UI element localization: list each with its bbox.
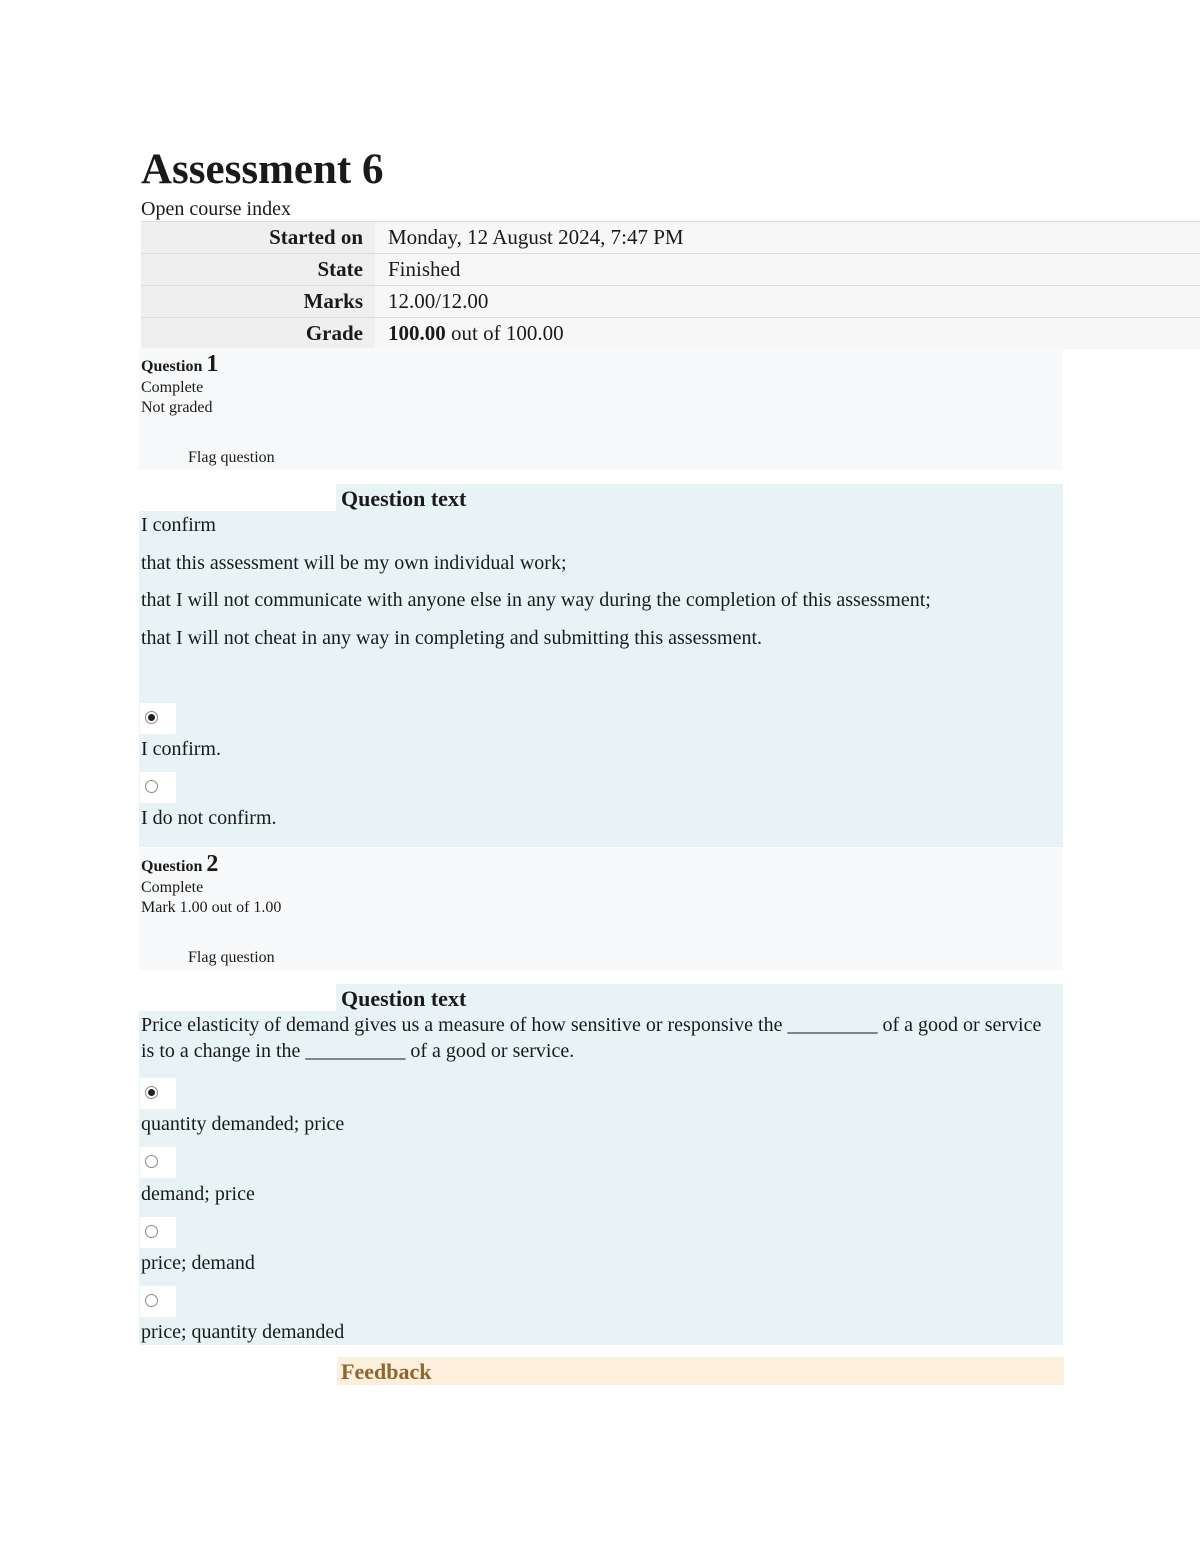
- summary-value: 12.00/12.00: [375, 286, 1200, 318]
- summary-row-started: [141, 222, 1200, 254]
- question-text-header-spacer: [139, 984, 336, 1011]
- summary-label: Grade: [141, 318, 375, 350]
- option-label: price; quantity demanded: [141, 1321, 345, 1343]
- summary-value: Monday, 12 August 2024, 7:47 PM: [375, 222, 1200, 254]
- summary-label: State: [141, 254, 375, 286]
- radio-button[interactable]: [145, 1294, 158, 1307]
- option-label: I confirm.: [141, 738, 221, 760]
- radio-button-selected[interactable]: [145, 711, 158, 724]
- option-radio-box: [140, 1147, 176, 1178]
- summary-label: Started on: [141, 222, 375, 254]
- option-radio-box: [140, 703, 176, 734]
- question-1-info: [139, 348, 1063, 470]
- question-label: Question: [141, 358, 203, 375]
- question-number-value: 2: [206, 851, 219, 877]
- open-course-index-link[interactable]: Open course index: [141, 198, 291, 220]
- grade-out-of: out of 100.00: [445, 321, 564, 345]
- page-title: Assessment 6: [141, 146, 384, 193]
- question-2-info: [139, 848, 1063, 970]
- question-mark: Not graded: [141, 399, 213, 416]
- option-radio-box: [140, 772, 176, 803]
- question-status: Complete: [141, 879, 204, 896]
- question-status: Complete: [141, 379, 204, 396]
- summary-row-state: [141, 254, 1200, 286]
- option-radio-box: [140, 1217, 176, 1248]
- radio-button[interactable]: [145, 1155, 158, 1168]
- radio-button[interactable]: [145, 1225, 158, 1238]
- option-label: price; demand: [141, 1252, 255, 1274]
- question-text-line: that I will not cheat in any way in completing and submitting this assessment.: [141, 627, 763, 649]
- summary-row-marks: [141, 286, 1200, 318]
- radio-button[interactable]: [145, 780, 158, 793]
- grade-value: 100.00: [388, 321, 446, 345]
- question-number: [141, 351, 219, 377]
- question-2-content: [139, 984, 1063, 1345]
- question-mark: Mark 1.00 out of 1.00: [141, 899, 282, 916]
- option-label: I do not confirm.: [141, 807, 277, 829]
- flag-question-link[interactable]: Flag question: [188, 949, 275, 966]
- question-1-content: [139, 484, 1063, 847]
- question-number: [141, 851, 219, 877]
- option-label: demand; price: [141, 1183, 255, 1205]
- summary-label: Marks: [141, 286, 375, 318]
- summary-value: Finished: [375, 254, 1200, 286]
- option-radio-box: [140, 1286, 176, 1317]
- feedback-section: [337, 1357, 1064, 1385]
- question-text-line: I confirm: [141, 514, 216, 536]
- summary-value: [375, 318, 1200, 350]
- question-text: Price elasticity of demand gives us a measure of how sensitive or responsive the _________ of a good or service is to a change in the __________ of a good or service.: [141, 1014, 1042, 1062]
- attempt-summary-table: [141, 221, 1200, 349]
- summary-row-grade: [141, 318, 1200, 350]
- question-text-header-spacer: [139, 484, 336, 511]
- option-label: quantity demanded; price: [141, 1113, 345, 1135]
- option-radio-box: [140, 1078, 176, 1109]
- question-text-heading: Question text: [341, 986, 467, 1011]
- radio-button-selected[interactable]: [145, 1086, 158, 1099]
- question-text-heading: Question text: [341, 486, 467, 511]
- question-label: Question: [141, 858, 203, 875]
- flag-question-link[interactable]: Flag question: [188, 449, 275, 466]
- feedback-heading: Feedback: [341, 1359, 432, 1384]
- question-text-line: that I will not communicate with anyone else in any way during the completion of this assessment;: [141, 589, 931, 611]
- question-number-value: 1: [206, 351, 219, 377]
- question-text-line: that this assessment will be my own individual work;: [141, 552, 567, 574]
